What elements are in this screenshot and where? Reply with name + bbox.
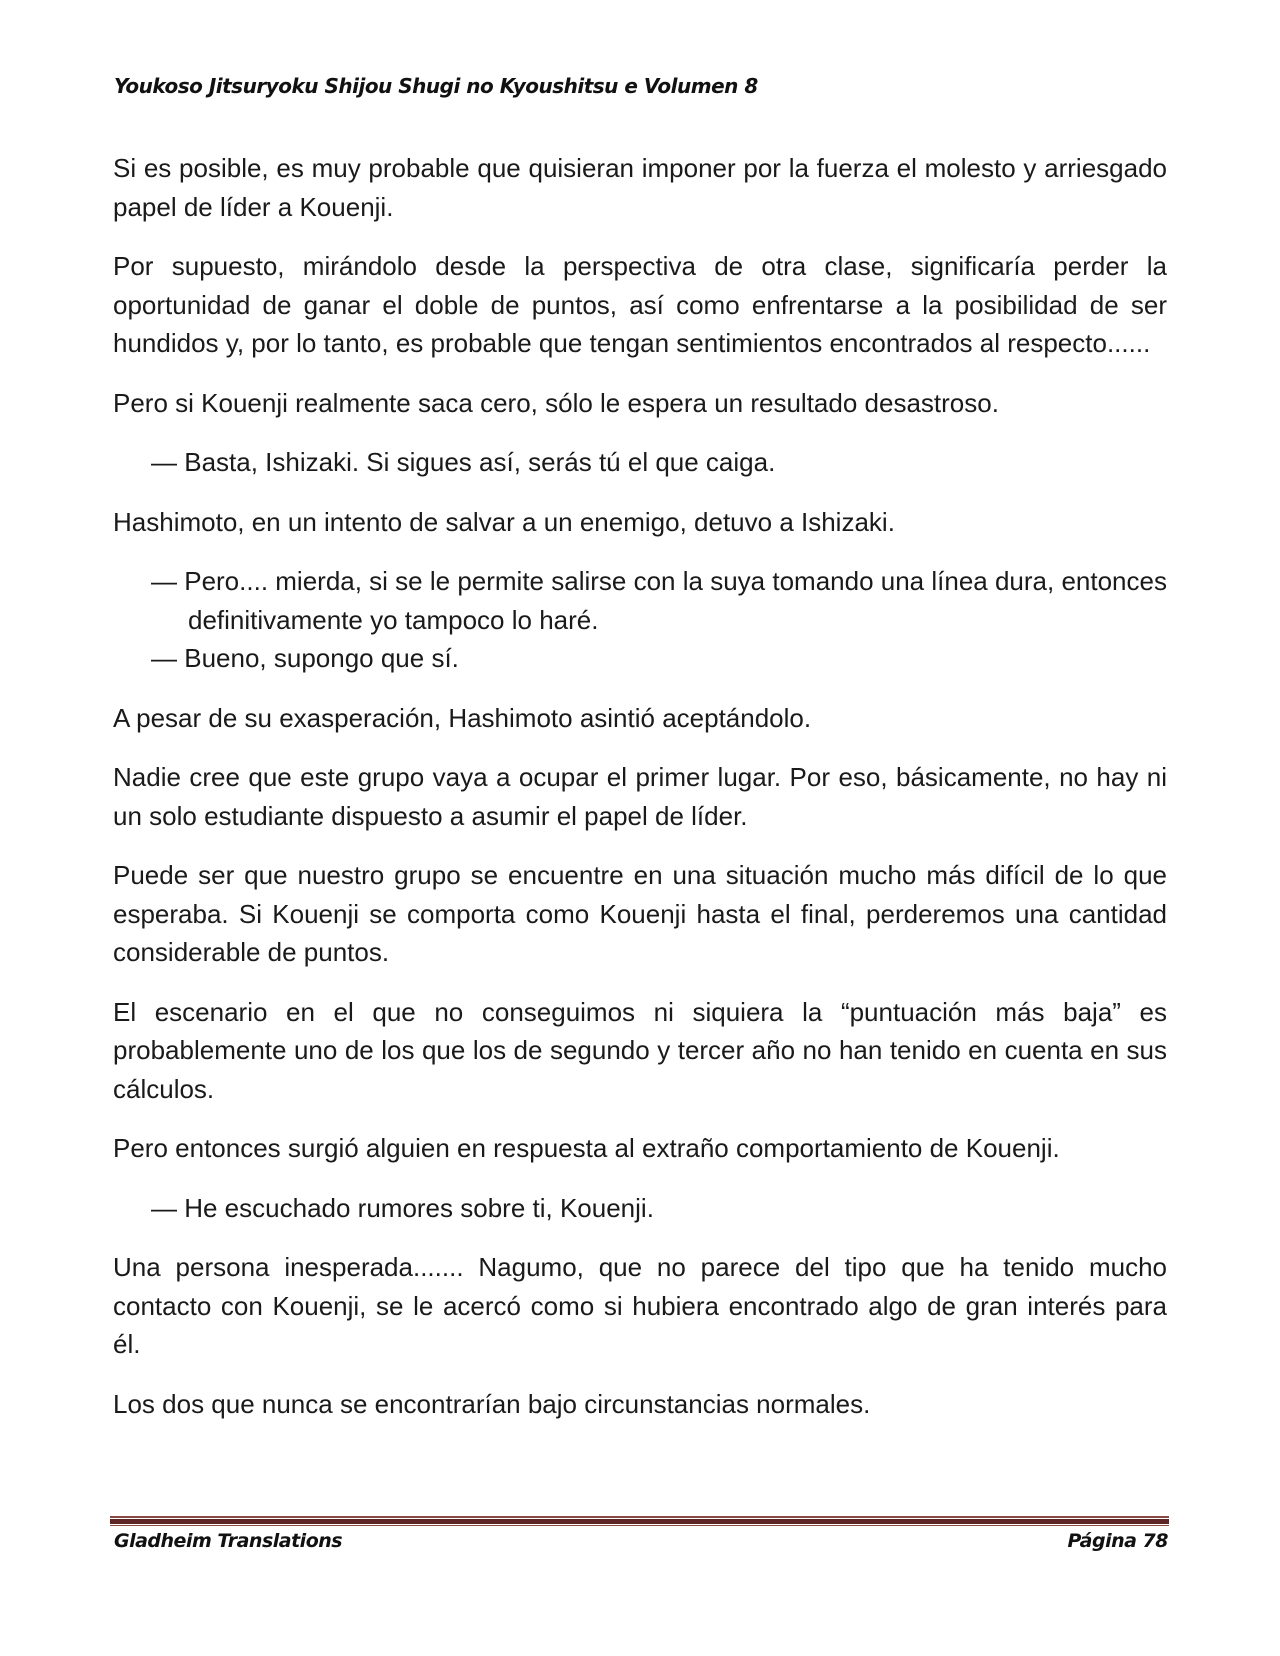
paragraph: Por supuesto, mirándolo desde la perspectiva de otra clase, significaría perder la oportunidad de ganar el doble de puntos, así como enfrentarse a la posibilidad de ser hundidos y, por lo tanto, es probable que tengan sentimientos encontrados al respecto...... xyxy=(113,251,1167,358)
page-number: Página 78 xyxy=(1067,1530,1168,1552)
paragraph: Una persona inesperada....... Nagumo, que no parece del tipo que ha tenido mucho contacto con Kouenji, se le acercó como si hubiera encontrado algo de gran interés para él. xyxy=(113,1252,1167,1359)
footer-credit: Gladheim Translations xyxy=(114,1530,343,1552)
running-header: Youkoso Jitsuryoku Shijou Shugi no Kyoushitsu e Volumen 8 xyxy=(114,74,758,98)
paragraph: Los dos que nunca se encontrarían bajo circunstancias normales. xyxy=(113,1388,871,1419)
paragraph: Nadie cree que este grupo vaya a ocupar el primer lugar. Por eso, básicamente, no hay ni un solo estudiante dispuesto a asumir el papel de líder. xyxy=(113,762,1167,831)
dialogue-line: — Pero.... mierda, si se le permite salirse con la suya tomando una línea dura, entonces definitivamente yo tampoco lo haré. xyxy=(151,566,1167,635)
paragraph: Si es posible, es muy probable que quisieran imponer por la fuerza el molesto y arriesgado papel de líder a Kouenji. xyxy=(113,153,1167,222)
dialogue-line: — Bueno, supongo que sí. xyxy=(151,643,459,673)
footer-rule xyxy=(110,1516,1169,1526)
paragraph: Puede ser que nuestro grupo se encuentre en una situación mucho más difícil de lo que esperaba. Si Kouenji se comporta como Kouenji hasta el final, perderemos una cantidad considerable de puntos. xyxy=(113,860,1167,967)
paragraph: Hashimoto, en un intento de salvar a un enemigo, detuvo a Ishizaki. xyxy=(113,506,895,537)
dialogue-line: — Basta, Ishizaki. Si sigues así, serás tú el que caiga. xyxy=(151,447,776,477)
paragraph: A pesar de su exasperación, Hashimoto asintió aceptándolo. xyxy=(113,702,812,733)
dialogue-line: — He escuchado rumores sobre ti, Kouenji. xyxy=(151,1192,654,1223)
page-body xyxy=(113,149,1167,1444)
paragraph: Pero entonces surgió alguien en respuesta al extraño comportamiento de Kouenji. xyxy=(113,1133,1060,1163)
paragraph: El escenario en el que no conseguimos ni siquiera la “puntuación más baja” es probablemente uno de los que los de segundo y tercer año no han tenido en cuenta en sus cálculos. xyxy=(113,996,1167,1104)
paragraph: Pero si Kouenji realmente saca cero, sólo le espera un resultado desastroso. xyxy=(113,387,999,418)
